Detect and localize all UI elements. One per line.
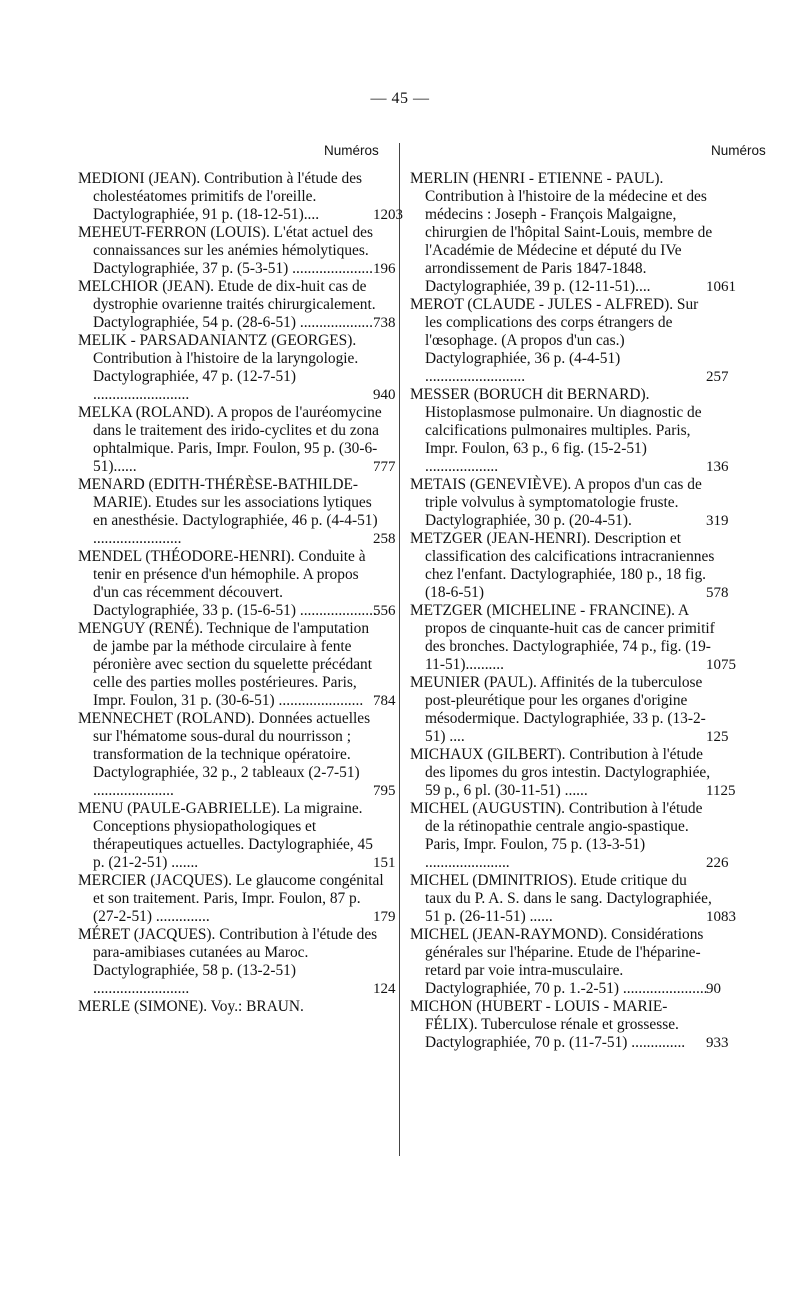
entry-text: MERCIER (JACQUES). Le glaucome congénital et son traitement. Paris, Impr. Foulon, 87 p. (27-2-51) .............. [78,872,384,925]
entry-text: MELCHIOR (JEAN). Etude de dix-huit cas de dystrophie ovarienne traités chirurgicalement. Dactylographiée, 54 p. (28-6-51) ................... [78,278,376,331]
entry-text: METZGER (MICHELINE - FRANCINE). A propos de cinquante-huit cas de cancer primitif des bronches. Dactylographiée, 74 p., fig. (19-11-51).......... [410,602,715,673]
bibliography-entry [410,800,729,872]
entry-text: MÉRET (JACQUES). Contribution à l'étude des para-amibiases cutanées au Maroc. Dactylographiée, 58 p. (13-2-51) ......................... [78,926,378,997]
entry-text: MESSER (BORUCH dit BERNARD). Histoplasmose pulmonaire. Un diagnostic de calcifications pulmonaires multiples. Paris, Impr. Foulon, 63 p., 6 fig. (15-2-51) ................... [410,386,702,475]
entry-text: MELKA (ROLAND). A propos de l'auréomycine dans le traitement des irido-cyclites et du zona ophtalmique. Paris, Impr. Foulon, 95 p. (30-6-51)...... [78,404,382,475]
entry-number: 319 [706,513,729,529]
entry-text: MEDIONI (JEAN). Contribution à l'étude des cholestéatomes primitifs de l'oreille. Dactylographiée, 91 p. (18-12-51).... [78,170,363,223]
bibliography-entry [410,530,729,602]
entry-text: MICHON (HUBERT - LOUIS - MARIE-FÉLIX). Tuberculose rénale et grossesse. Dactylographiée, 70 p. (11-7-51) .............. [410,998,686,1051]
entry-number: 151 [373,855,396,871]
entry-text: MICHEL (JEAN-RAYMOND). Considérations générales sur l'héparine. Etude de l'héparine-retard par voie intra-musculaire. Dactylographiée, 70 p. 1.-2-51) ...................... [410,926,708,997]
entry-text: MENNECHET (ROLAND). Données actuelles sur l'hématome sous-dural du nourrisson ; transformation de la technique opératoire. Dactylographiée, 32 p., 2 tableaux (2-7-51) ..................... [78,710,371,799]
bibliography-entry: MICHEL (JEAN-RAYMOND). Considérations générales sur l'héparine. Etude de l'héparine-retard par voie intra-musculaire. Dactylographiée, 70 p. 1.-2-51) ...................... 90 [410,926,721,997]
entry-number: 179 [373,909,396,925]
entry-number: 125 [706,729,729,745]
right-column [410,170,736,1052]
entry-text: MENARD (EDITH-THÉRÈSE-BATHILDE-MARIE). Etudes sur les associations lytiques en anesthésie. Dactylographiée, 46 p. (4-4-51) ....................... [78,476,378,547]
entry-number: 1203 [373,207,403,223]
page-number: — 45 — [370,90,430,107]
bibliography-entry [78,998,384,1016]
right-column-header: Numéros [711,143,766,158]
bibliography-entry [410,602,736,674]
bibliography-entry [78,872,396,926]
bibliography-entry [78,278,396,332]
entry-text: MENDEL (THÉODORE-HENRI). Conduite à tenir en présence d'un hémophile. A propos d'un cas récemment découvert. Dactylographiée, 33 p. (15-6-51) .................... [78,548,377,619]
entry-number: 1075 [706,657,736,673]
bibliography-entry [78,548,396,620]
entry-number: 578 [706,585,729,601]
column-divider [399,143,400,1156]
bibliography-entry [410,476,729,530]
bibliography-entry [410,872,736,926]
bibliography-entry [78,800,396,872]
entry-number: 136 [706,459,729,475]
left-column-header: Numéros [324,143,379,158]
bibliography-entry [410,746,736,800]
entry-number: 1061 [706,279,736,295]
entry-text: MICHAUX (GILBERT). Contribution à l'étude des lipomes du gros intestin. Dactylographiée, 59 p., 6 pl. (30-11-51) ...... [410,746,711,799]
entry-number: 777 [373,459,396,475]
entry-text: MERLIN (HENRI - ETIENNE - PAUL). Contribution à l'histoire de la médecine et des médecins : Joseph - François Malgaigne, chirurgien de l'hôpital Saint-Louis, membre de l'Académie de Médecine et député du IVe arrondissement de Paris 1847-1848. Dactylographiée, 39 p. (12-11-51).... [410,170,713,295]
entry-number: 795 [373,783,396,799]
entry-text: METZGER (JEAN-HENRI). Description et classification des calcifications intracraniennes chez l'enfant. Dactylographiée, 180 p., 18 fig. (18-6-51) [410,530,715,601]
bibliography-entry [78,224,396,278]
entry-text: MICHEL (DMINITRIOS). Etude critique du taux du P. A. S. dans le sang. Dactylographiée, 51 p. (26-11-51) ...... [410,872,712,925]
left-column [78,170,403,1016]
entry-number: 258 [373,531,396,547]
bibliography-entry [410,170,736,296]
entry-text: MERLE (SIMONE). Voy.: BRAUN. [78,998,304,1015]
entry-text: MENU (PAULE-GABRIELLE). La migraine. Conceptions physiopathologiques et thérapeutiques actuelles. Dactylographiée, 45 p. (21-2-51) ....... [78,800,373,871]
bibliography-entry [410,674,729,746]
entry-number: 226 [706,855,729,871]
entry-text: MEHEUT-FERRON (LOUIS). L'état actuel des connaissances sur les anémies hémolytiques. Dactylographiée, 37 p. (5-3-51) ..................... [78,224,373,277]
entry-number: 257 [706,369,729,385]
entry-text: METAIS (GENEVIÈVE). A propos d'un cas de triple volvulus à symptomatologie fruste. Dactylographiée, 30 p. (20-4-51). [410,476,702,529]
entry-number: 933 [706,1035,729,1051]
entry-text: MEROT (CLAUDE - JULES - ALFRED). Sur les complications des corps étrangers de l'œsophage. (A propos d'un cas.) Dactylographiée, 36 p. (4-4-51) .......................... [410,296,699,385]
entry-number: 784 [373,693,396,709]
entry-text: MEUNIER (PAUL). Affinités de la tuberculose post-pleurétique pour les organes d'origine mésodermique. Dactylographiée, 33 p. (13-2-51) .... [410,674,706,745]
entry-number: 124 [373,981,396,997]
entry-number: 738 [373,315,396,331]
bibliography-entry [78,404,396,476]
entry-text: MELIK - PARSADANIANTZ (GEORGES). Contribution à l'histoire de la laryngologie. Dactylographiée, 47 p. (12-7-51) ......................... [78,332,359,403]
bibliography-entry [410,998,729,1052]
entry-number: 1083 [706,909,736,925]
bibliography-entry [78,476,396,548]
entry-text: MENGUY (RENÉ). Technique de l'amputation de jambe par la méthode circulaire à fente péronière avec section du squelette précédant celle des parties molles postérieures. Paris, Impr. Foulon, 31 p. (30-6-51) ...................... [78,620,373,709]
bibliography-entry [78,170,403,224]
entry-text: MICHEL (AUGUSTIN). Contribution à l'étude de la rétinopathie centrale angio-spastique. Paris, Impr. Foulon, 75 p. (13-3-51) ...................... [410,800,703,871]
bibliography-entry [410,386,729,476]
bibliography-entry [78,332,396,404]
entry-number: 556 [373,603,396,619]
bibliography-entry [410,296,729,386]
bibliography-entry [78,926,396,998]
bibliography-entry [78,620,396,710]
bibliography-entry [78,710,396,800]
entry-number: 940 [373,387,396,403]
entry-number: 1125 [706,783,736,799]
entry-number: 196 [373,261,396,277]
